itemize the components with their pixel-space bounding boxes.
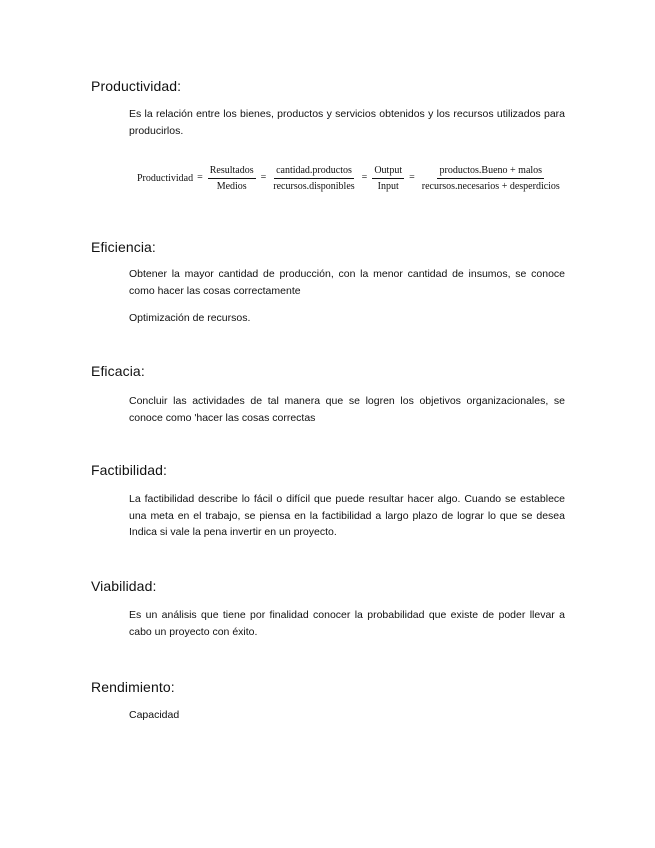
formula-equals: = xyxy=(409,171,415,183)
fraction-denominator: Medios xyxy=(216,180,247,192)
fraction-numerator: Output xyxy=(372,164,404,179)
paragraph-productividad: Es la relación entre los bienes, productos y servicios obtenidos y los recursos utilizados para producirlos. xyxy=(129,108,565,137)
fraction-denominator: recursos.necesarios + desperdicios xyxy=(421,180,560,192)
paragraph-factibilidad: La factibilidad describe lo fácil o difícil que puede resultar hacer algo. Cuando se establece una meta en el trabajo, se piensa en la factibilidad a largo plazo de lograr lo que se desea Indica si vale la pena invertir en un proyecto. xyxy=(129,493,565,538)
heading-productividad: Productividad: xyxy=(91,78,182,94)
formula-equals: = xyxy=(361,171,368,183)
formula-equals: = xyxy=(260,171,267,183)
heading-viabilidad: Viabilidad: xyxy=(91,578,157,594)
heading-eficiencia: Eficiencia: xyxy=(91,239,156,255)
fraction-denominator: Input xyxy=(377,180,399,192)
paragraph-eficiencia-optimizacion: Optimización de recursos. xyxy=(129,312,251,324)
fraction-productos-recursos xyxy=(420,164,562,193)
paragraph-rendimiento: Capacidad xyxy=(129,709,180,721)
paragraph-eficiencia: Obtener la mayor cantidad de producción, con la menor cantidad de insumos, se conoce como hacer las cosas correctamente xyxy=(129,268,565,297)
formula-equals: = xyxy=(197,171,203,183)
fraction-numerator: Resultados xyxy=(208,164,256,179)
paragraph-eficacia: Concluir las actividades de tal manera que se logren los objetivos organizacionales, se conoce como 'hacer las cosas correctas xyxy=(129,395,565,424)
heading-rendimiento: Rendimiento: xyxy=(91,679,175,695)
fraction-numerator: cantidad.productos xyxy=(274,164,354,179)
heading-factibilidad: Factibilidad: xyxy=(91,462,168,478)
formula-lhs: Productividad xyxy=(137,172,194,184)
paragraph-viabilidad: Es un análisis que tiene por finalidad conocer la probabilidad que existe de poder llevar a cabo un proyecto con éxito. xyxy=(129,609,565,638)
heading-eficacia: Eficacia: xyxy=(91,363,145,379)
productividad-formula xyxy=(137,162,597,194)
fraction-output-input xyxy=(372,164,404,193)
fraction-denominator: recursos.disponibles xyxy=(273,180,355,192)
fraction-resultados-medios xyxy=(208,164,256,193)
fraction-numerator: productos.Bueno + malos xyxy=(437,164,544,179)
fraction-cantidad-recursos xyxy=(271,164,356,193)
